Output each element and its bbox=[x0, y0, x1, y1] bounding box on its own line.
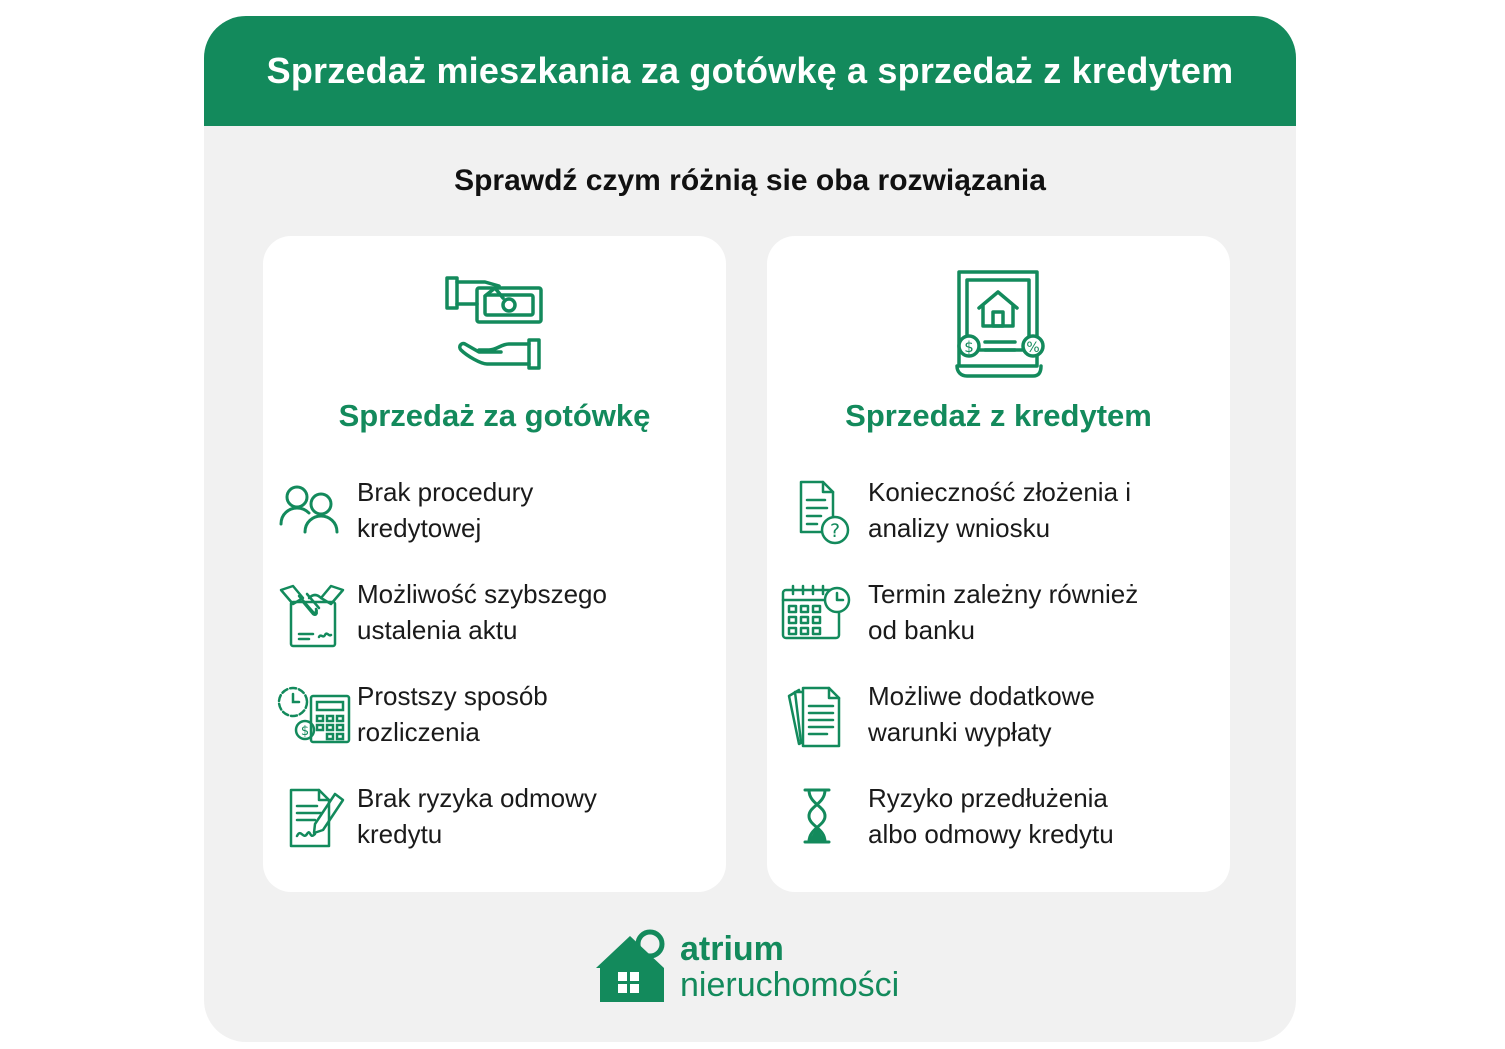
cash-item-faster-act bbox=[263, 576, 726, 656]
svg-text:%: % bbox=[1025, 340, 1040, 356]
item-line: Możliwość szybszego bbox=[357, 579, 607, 609]
item-line: kredytu bbox=[357, 819, 443, 849]
house-key-logo-icon bbox=[592, 926, 672, 1006]
documents-stack-icon bbox=[781, 684, 857, 748]
calendar-clock-icon bbox=[781, 582, 857, 646]
cash-item-simpler-settlement bbox=[263, 678, 726, 758]
handshake-document-icon bbox=[277, 582, 353, 646]
item-line: Brak procedury bbox=[357, 477, 534, 507]
page-title: Sprzedaż mieszkania za gotówkę a sprzedaż z kredytem bbox=[266, 50, 1234, 91]
header-banner bbox=[204, 16, 1296, 126]
infographic bbox=[204, 16, 1296, 1042]
item-line: kredytowej bbox=[357, 513, 482, 543]
logo-text-nieruchomosci: nieruchomości bbox=[680, 966, 900, 1004]
credit-item-bank-term bbox=[767, 576, 1230, 656]
item-line: ustalenia aktu bbox=[357, 615, 518, 645]
cash-sale-card bbox=[263, 236, 726, 892]
credit-item-application bbox=[767, 474, 1230, 554]
credit-sale-title: Sprzedaż z kredytem bbox=[845, 398, 1152, 433]
item-line: Prostszy sposób bbox=[357, 681, 548, 711]
svg-text:$: $ bbox=[300, 724, 310, 739]
item-line: warunki wypłaty bbox=[868, 717, 1052, 747]
svg-text:?: ? bbox=[829, 520, 841, 542]
item-line: Termin zależny również bbox=[868, 579, 1139, 609]
item-line: analizy wniosku bbox=[868, 513, 1051, 543]
subtitle: Sprawdź czym różnią sie oba rozwiązania bbox=[454, 164, 1046, 197]
house-loan-document-icon bbox=[949, 270, 1049, 380]
cash-item-no-procedure bbox=[263, 474, 726, 554]
item-line: albo odmowy kredytu bbox=[868, 819, 1114, 849]
brand-logo bbox=[592, 926, 922, 1006]
signed-document-icon bbox=[277, 786, 353, 850]
item-line: Brak ryzyka odmowy bbox=[357, 783, 597, 813]
item-line: Możliwe dodatkowe bbox=[868, 681, 1095, 711]
cash-hand-icon bbox=[445, 270, 545, 370]
cash-item-no-refusal-risk bbox=[263, 780, 726, 860]
svg-text:$: $ bbox=[963, 338, 974, 356]
hourglass-icon bbox=[781, 786, 857, 850]
clock-calculator-icon bbox=[277, 684, 353, 748]
credit-sale-card bbox=[767, 236, 1230, 892]
item-line: Konieczność złożenia i bbox=[868, 477, 1132, 507]
item-line: Ryzyko przedłużenia bbox=[868, 783, 1108, 813]
people-icon bbox=[277, 480, 353, 544]
document-question-icon bbox=[781, 480, 857, 544]
logo-text-atrium: atrium bbox=[680, 930, 784, 968]
credit-item-payout-conditions bbox=[767, 678, 1230, 758]
cash-sale-title: Sprzedaż za gotówkę bbox=[338, 398, 651, 433]
item-line: od banku bbox=[868, 615, 975, 645]
item-line: rozliczenia bbox=[357, 717, 480, 747]
credit-item-delay-risk bbox=[767, 780, 1230, 860]
